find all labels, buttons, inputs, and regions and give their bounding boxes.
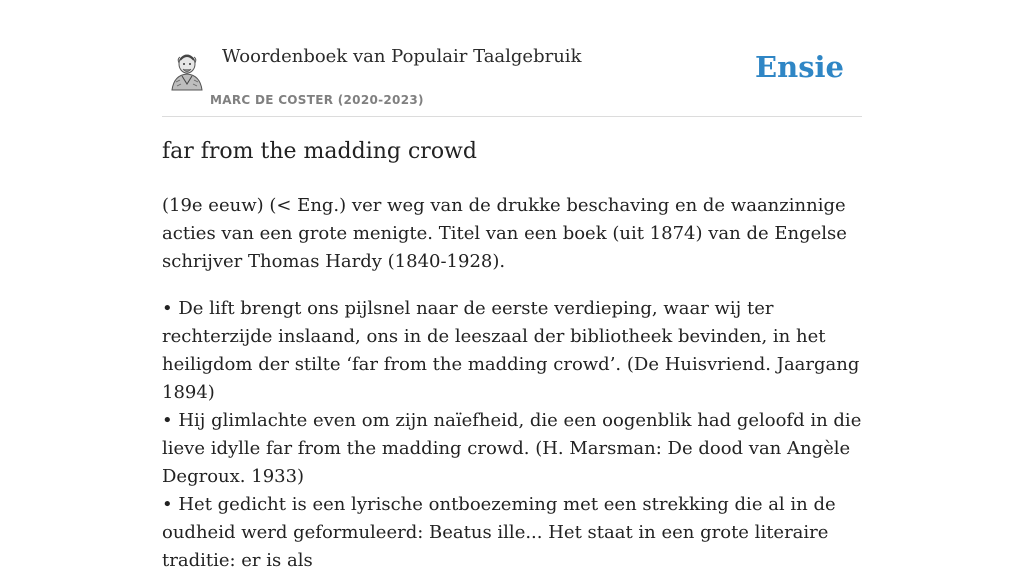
author-portrait-icon[interactable]: [168, 50, 206, 90]
quote-item: • Hij glimlachte even om zijn naïefheid, die een oogenblik had geloofd in die lieve idylle far from the madding crowd. (H. Marsman: De dood van Angèle Degroux. 1933): [162, 410, 862, 487]
header: [162, 0, 862, 117]
entry-definition: (19e eeuw) (< Eng.) ver weg van de drukke beschaving en de waanzinnige acties van een grote menigte. Titel van een boek (uit 1874) van de Engelse schrijver Thomas Hardy (1840-1928).: [162, 195, 847, 272]
dictionary-title[interactable]: Woordenboek van Populair Taalgebruik: [222, 46, 582, 67]
entry-body: [162, 192, 862, 575]
ensie-logo-link[interactable]: Ensie: [755, 50, 844, 84]
author-label: MARC DE COSTER (2020-2023): [210, 93, 424, 107]
quote-list: [162, 295, 862, 575]
entry-title: far from the madding crowd: [162, 139, 477, 164]
quote-item: • Het gedicht is een lyrische ontboezeming met een strekking die al in de oudheid werd geformuleerd: Beatus ille... Het staat in een grote literaire traditie: er is als: [162, 494, 836, 571]
quote-item: • De lift brengt ons pijlsnel naar de eerste verdieping, waar wij ter rechterzijde inslaand, ons in de leeszaal der bibliotheek bevinden, in het heiligdom der stilte ‘far from the madding crowd’. (De Huisvriend. Jaargang 1894): [162, 298, 860, 403]
page-container: [162, 0, 862, 571]
